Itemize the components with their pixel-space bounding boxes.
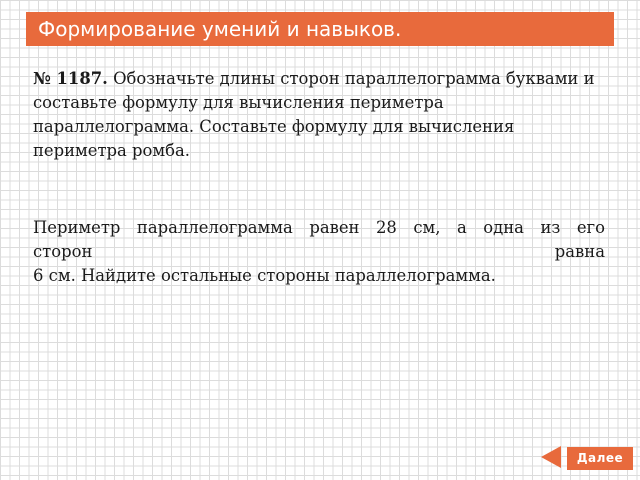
task-1187-text: Обозначьте длины сторон параллелограмма буквами и составьте формулу для вычисления периметра параллелограмма. Составьте формулу для вычисления периметра ромба.	[33, 69, 595, 160]
task-number: № 1187.	[33, 69, 108, 88]
triangle-left-icon	[539, 445, 563, 469]
task-1187	[33, 67, 605, 163]
previous-button[interactable]	[539, 445, 563, 469]
task-perimeter-line-1: Периметр параллелограмма равен 28 см, а одна из его	[33, 218, 605, 237]
next-button[interactable]	[567, 447, 633, 470]
next-button-label: Далее	[576, 451, 624, 465]
task-perimeter-line-3: 6 см. Найдите остальные стороны параллелограмма.	[33, 266, 496, 285]
slide-title	[26, 12, 614, 46]
task-perimeter-line-2: сторон равна	[33, 242, 605, 261]
slide-title-text: Формирование умений и навыков.	[38, 17, 402, 41]
task-perimeter	[33, 216, 605, 288]
